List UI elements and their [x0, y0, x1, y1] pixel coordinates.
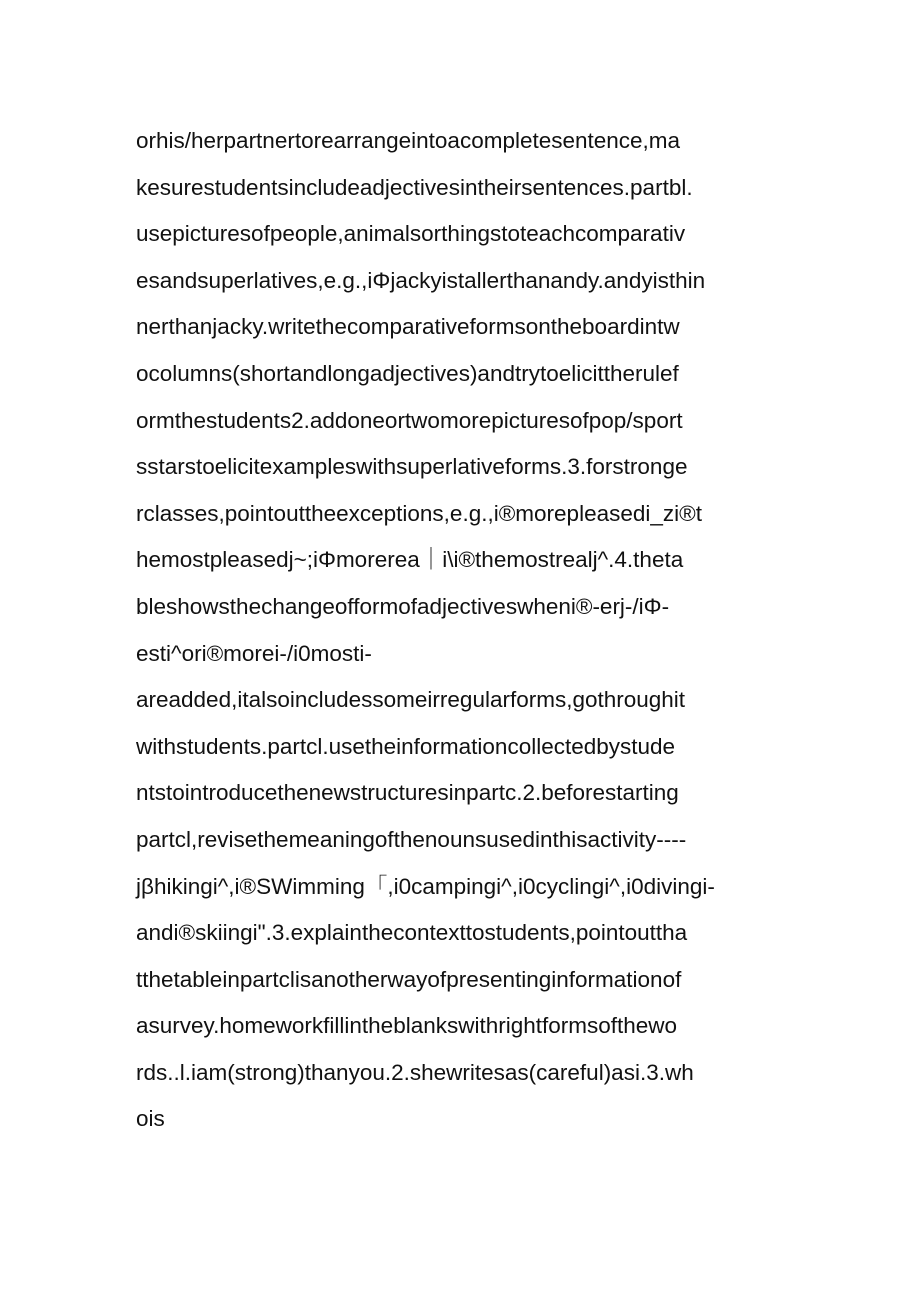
text-line-5: nerthanjacky.writethecomparativeformsontheboardintw — [136, 314, 680, 340]
text-line-10: hemostpleasedj~;iΦmorerea｜i\i®themostrealj^.4.theta — [136, 547, 684, 573]
text-line-3: usepicturesofpeople,animalsorthingstoteachcomparativ — [136, 221, 686, 247]
body-text — [136, 118, 796, 1143]
text-line-12: esti^ori®morei-/i0mosti- — [136, 640, 372, 666]
text-line-21: rds..l.iam(strong)thanyou.2.shewritesas(careful)asi.3.wh — [136, 1059, 694, 1085]
text-line-15: ntstointroducethenewstructuresinpartc.2.beforestarting — [136, 780, 679, 806]
text-line-1: orhis/herpartnertorearrangeintoacompletesentence,ma — [136, 128, 681, 153]
text-line-6: ocolumns(shortandlongadjectives)andtrytoelicittherulef — [136, 360, 679, 386]
text-line-13: areadded,italsoincludessomeirregularforms,gothroughit — [136, 687, 686, 713]
text-line-17: jβhikingi^,i®SWimming「,i0campingi^,i0cyclingi^,i0divingi- — [136, 873, 715, 899]
text-line-7: ormthestudents2.addoneortwomorepicturesofpop/sport — [136, 407, 683, 433]
text-line-8: sstarstoelicitexampleswithsuperlativeforms.3.forstronge — [136, 454, 688, 480]
text-line-2: kesurestudentsincludeadjectivesintheirsentences.partbl. — [136, 174, 693, 200]
text-line-19: tthetableinpartclisanotherwayofpresentinginformationof — [136, 966, 682, 992]
text-line-9: rclasses,pointouttheexceptions,e.g.,i®morepleasedi_zi®t — [136, 500, 702, 526]
text-line-16: partcl,revisethemeaningofthenounsusedinthisactivity---- — [136, 826, 687, 852]
text-line-4: esandsuperlatives,e.g.,iΦjackyistallerthanandy.andyisthin — [136, 267, 706, 293]
text-line-20: asurvey.homeworkfillintheblankswithrightformsofthewo — [136, 1013, 678, 1039]
text-line-14: withstudents.partcl.usetheinformationcollectedbystude — [136, 733, 676, 759]
text-line-11: bleshowsthechangeofformofadjectiveswheni®-erj-/iΦ- — [136, 593, 670, 619]
text-line-22: ois — [136, 1106, 165, 1132]
text-line-18: andi®skiingi".3.explainthecontexttostudents,pointouttha — [136, 920, 688, 946]
